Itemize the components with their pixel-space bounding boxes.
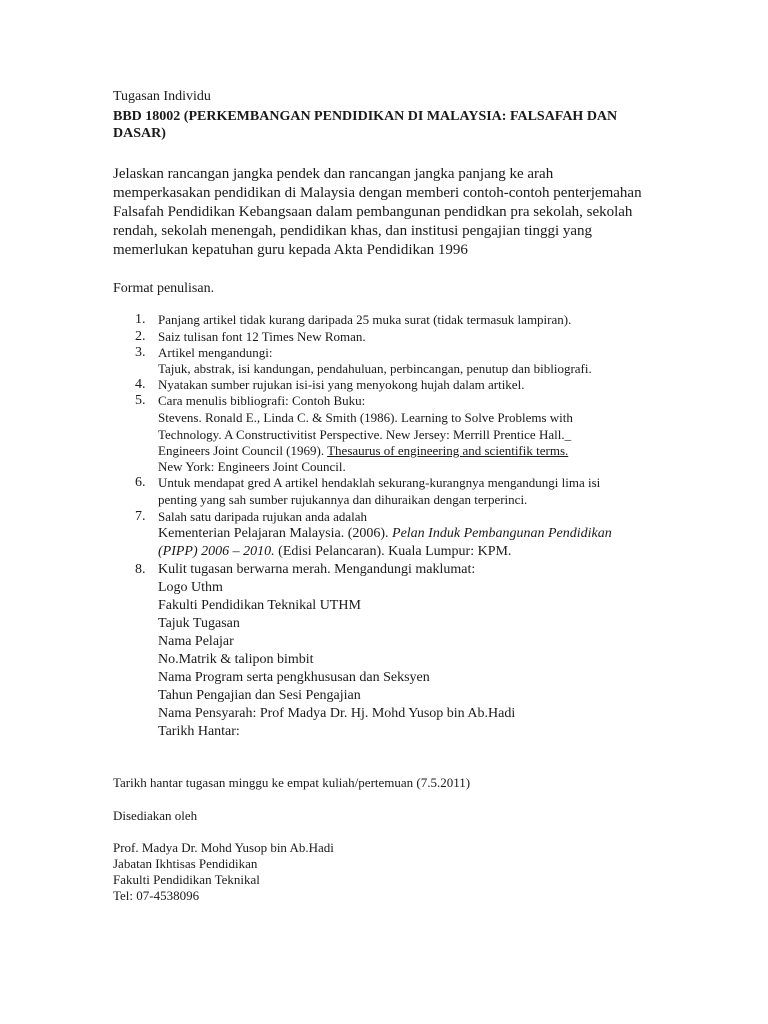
bibliography-example [158, 444, 568, 457]
cover-info-item: Logo Uthm [158, 580, 223, 595]
cover-info-item: Tajuk Tugasan [158, 616, 240, 631]
list-item-text: Untuk mendapat gred A artikel hendaklah sekurang-kurangnya mengandungi lima isi [158, 475, 601, 490]
list-number: 2. [135, 329, 146, 344]
reference-line [158, 545, 511, 559]
question-line: memperkasakan pendidikan di Malaysia dengan memberi contoh-contoh penterjemahan [113, 185, 642, 201]
question-line: Falsafah Pendidikan Kebangsaan dalam pembangunan pendidkan pra sekolah, sekolah [113, 204, 633, 220]
cover-info-item: Tahun Pengajian dan Sesi Pengajian [158, 688, 361, 703]
list-number: 8. [135, 562, 146, 577]
bibliography-example: New York: Engineers Joint Council. [158, 459, 346, 474]
cover-info-item: Nama Pensyarah: Prof Madya Dr. Hj. Mohd Yusop bin Ab.Hadi [158, 706, 516, 721]
reference-author: Kementerian Pelajaran Malaysia. (2006). [158, 526, 393, 541]
author-faculty: Fakulti Pendidikan Teknikal [113, 872, 260, 887]
reference-line [158, 527, 612, 541]
format-heading: Format penulisan. [113, 281, 215, 296]
question-line: rendah, sekolah menengah, pendidikan khas, dan institusi pengajian tinggi yang [113, 223, 593, 239]
cover-info-item: Nama Program serta pengkhususan dan Seksyen [158, 670, 430, 685]
list-number: 6. [135, 475, 146, 490]
list-item-text: Artikel mengandungi: [158, 345, 273, 360]
list-item-text: Cara menulis bibliografi: Contoh Buku: [158, 393, 366, 408]
deadline-text: Tarikh hantar tugasan minggu ke empat kuliah/pertemuan (7.5.2011) [113, 775, 471, 790]
cover-info-item: No.Matrik & talipon bimbit [158, 652, 314, 667]
list-item-text: Salah satu daripada rujukan anda adalah [158, 509, 367, 524]
list-item-text: Tajuk, abstrak, isi kandungan, pendahuluan, perbincangan, penutup dan bibliografi. [158, 361, 592, 376]
list-number: 5. [135, 393, 146, 408]
list-number: 1. [135, 312, 146, 327]
cover-info-item: Tarikh Hantar: [158, 724, 240, 739]
course-title-line2: DASAR) [113, 126, 166, 141]
reference-title: (PIPP) 2006 – 2010. [158, 544, 275, 559]
reference-publisher: (Edisi Pelancaran). Kuala Lumpur: KPM. [274, 544, 512, 559]
author-phone: Tel: 07-4538096 [113, 888, 200, 903]
bibliography-author: Engineers Joint Council (1969). [158, 443, 328, 458]
prepared-by-label: Disediakan oleh [113, 808, 198, 823]
reference-title: Pelan Induk Pembangunan Pendidikan [392, 526, 612, 541]
cover-info-item: Fakulti Pendidikan Teknikal UTHM [158, 598, 361, 613]
list-number: 7. [135, 509, 146, 524]
question-line: Jelaskan rancangan jangka pendek dan rancangan jangka panjang ke arah [113, 166, 554, 182]
author-name: Prof. Madya Dr. Mohd Yusop bin Ab.Hadi [113, 840, 334, 855]
list-item-text: Saiz tulisan font 12 Times New Roman. [158, 329, 366, 344]
assignment-label: Tugasan Individu [113, 89, 211, 104]
bibliography-book-title: Thesaurus of engineering and scientifik terms. [327, 443, 569, 458]
course-title-line1: BBD 18002 (PERKEMBANGAN PENDIDIKAN DI MALAYSIA: FALSAFAH DAN [113, 109, 618, 124]
list-item-text: penting yang sah sumber rujukannya dan dihuraikan dengan terperinci. [158, 492, 528, 507]
question-line: memerlukan kepatuhan guru kepada Akta Pendidikan 1996 [113, 242, 468, 258]
list-number: 4. [135, 377, 146, 392]
list-number: 3. [135, 345, 146, 360]
bibliography-example: Stevens. Ronald E., Linda C. & Smith (1986). Learning to Solve Problems with [158, 410, 573, 425]
author-department: Jabatan Ikhtisas Pendidikan [113, 856, 258, 871]
list-item-text: Kulit tugasan berwarna merah. Mengandungi maklumat: [158, 562, 476, 577]
list-item-text: Panjang artikel tidak kurang daripada 25 muka surat (tidak termasuk lampiran). [158, 312, 572, 327]
bibliography-example: Technology. A Constructivitist Perspective. New Jersey: Merrill Prentice Hall._ [158, 427, 572, 442]
list-item-text: Nyatakan sumber rujukan isi-isi yang menyokong hujah dalam artikel. [158, 377, 525, 392]
cover-info-item: Nama Pelajar [158, 634, 234, 649]
